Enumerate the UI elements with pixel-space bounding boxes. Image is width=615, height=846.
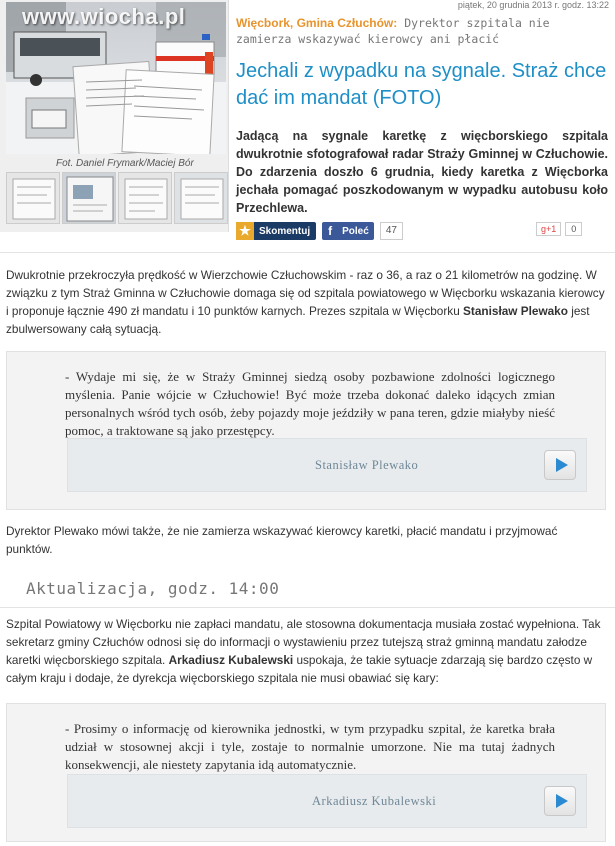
play-icon	[556, 794, 568, 808]
thumbnail[interactable]	[174, 172, 228, 224]
paragraph	[6, 615, 606, 687]
thumbnail[interactable]	[118, 172, 172, 224]
play-icon	[556, 458, 568, 472]
main-photo[interactable]	[6, 2, 226, 154]
quote-box	[6, 351, 606, 510]
gplus-button[interactable]: g+1	[536, 222, 561, 236]
play-button[interactable]	[544, 450, 576, 480]
facebook-button-label: Poleć	[342, 225, 369, 237]
comment-button-label: Skomentuj	[259, 225, 311, 237]
speaker-bar	[67, 774, 587, 828]
paragraph-text: jest zbulwersowany całą sytuacją.	[6, 304, 590, 336]
quote-box	[6, 703, 606, 842]
divider	[0, 607, 615, 608]
comment-button[interactable]	[236, 222, 316, 240]
paragraph	[6, 266, 606, 338]
speaker-name: Arkadiusz Kubalewski	[312, 794, 437, 808]
thumbnail[interactable]	[62, 172, 116, 224]
kicker-location[interactable]: Więcbork, Gmina Człuchów:	[236, 16, 398, 30]
hero-photo-panel	[0, 0, 229, 232]
person-name: Stanisław Plewako	[463, 304, 568, 318]
gplus-widget	[536, 222, 582, 236]
gplus-count: 0	[565, 222, 582, 236]
article-kicker	[236, 15, 608, 47]
quote-text: - Wydaje mi się, że w Straży Gminnej siedzą osoby pozbawione zdolności logicznego myślenia. Panie wójcie w Człuchowie! Być może trzeba dokonać daleko idących zmian personalnych wśród tych osób, żeby pojazdy moje jeździły w pana teren, gdzie miałyby nieść pomoc, a traktowane są jako przestępcy.	[65, 369, 555, 438]
quote-text: - Prosimy o informację od kierownika jednostki, w tym przypadku szpital, że karetka brała udział w stosownej akcji i tyle, zostaje to normalnie umorzone. Nie ma tutaj żadnych konsekwencji, ale niestety zapytania idą automatycznie.	[65, 721, 555, 772]
paragraph: Dyrektor Plewako mówi także, że nie zamierza wskazywać kierowcy karetki, płacić mandatu i przyjmować punktów.	[6, 524, 558, 556]
article-lead: Jadącą na sygnale karetkę z więcborskiego szpitala dwukrotnie sfotografował radar Straży Gminnej w Człuchowie. Do zdarzenia doszło 6 grudnia, kiedy karetka z Więcborka jechała pomagać poszkodowanym w wypadku autobusu koło Przechlewa.	[236, 129, 608, 215]
paragraph-text: Dwukrotnie przekroczyła prędkość w Wierzchowie Człuchowskim - raz o 36, a raz o 21 kilometrów na godzinę. W związku z tym Straż Gminna w Człuchowie domaga się od szpitala powiatowego w Więcborku wskazania kierowcy i proponuje łącznie 490 zł mandatu i 10 punktów karnych. Prezes szpitala w Więcborku	[6, 268, 605, 318]
person-name: Arkadiusz Kubalewski	[168, 653, 294, 667]
speaker-name: Stanisław Plewako	[315, 458, 419, 472]
play-button[interactable]	[544, 786, 576, 816]
article-dateline: piątek, 20 grudnia 2013 r. godz. 13:22	[457, 0, 609, 10]
facebook-count: 47	[380, 222, 403, 240]
social-bar	[236, 222, 403, 240]
photo-caption: Fot. Daniel Frymark/Maciej Bór	[56, 158, 194, 169]
thumbnail[interactable]	[6, 172, 60, 224]
photo-watermark: www.wiocha.pl	[22, 4, 186, 29]
facebook-recommend-button[interactable]	[322, 222, 374, 240]
divider	[0, 252, 615, 253]
photo-thumbnails	[6, 172, 228, 224]
kicker-text: Dyrektor szpitala nie zamierza wskazywać kierowcy ani płacić	[236, 16, 550, 46]
paragraph-text: Szpital Powiatowy w Więcborku nie zapłaci mandatu, ale stosowna dokumentacja musiała zostać wypełniona. Tak sekretarz gminy Człuchów odnosi się do informacji o wystawieniu przez tutejszą straż gminną mandatu załodze karetki więcborskiego szpitala.	[6, 617, 601, 667]
update-heading: Aktualizacja, godz. 14:00	[26, 579, 280, 598]
speaker-bar	[67, 438, 587, 492]
facebook-icon: f	[328, 224, 333, 238]
star-icon: ★	[236, 222, 254, 240]
article-headline: Jechali z wypadku na sygnale. Straż chce dać im mandat (FOTO)	[236, 60, 607, 109]
paragraph-text: uspokaja, że takie sytuacje zdarzają się bardzo często w całym kraju i dodaje, że dyrekcja więcborskiego szpitala nie musi obawiać się kary:	[6, 653, 593, 685]
